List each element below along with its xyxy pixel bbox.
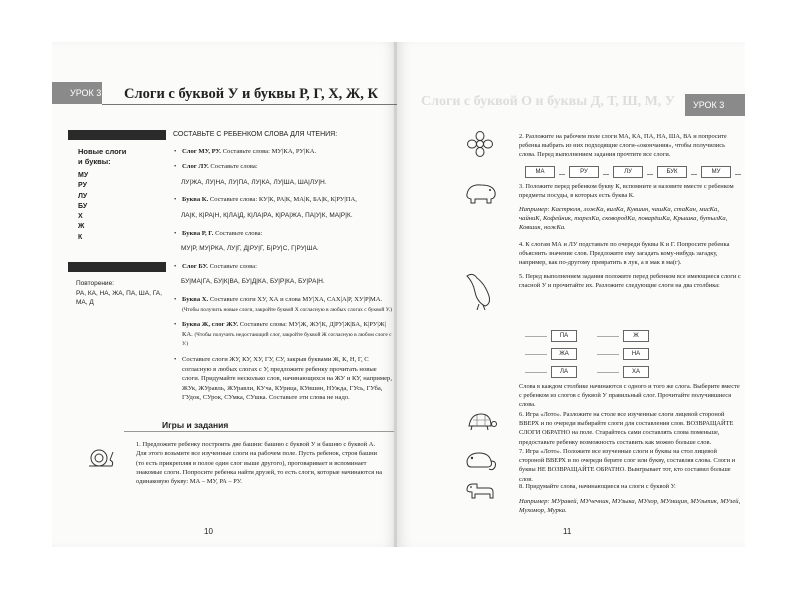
task-number: 2. [519, 133, 524, 140]
blank-line [525, 354, 547, 355]
task-3 [519, 182, 741, 232]
bird-icon [463, 270, 497, 310]
syllable-card: МА [525, 166, 555, 178]
task-text [519, 447, 741, 484]
syllable-card: ХА [623, 366, 649, 378]
item-lead: Слог ЛУ. [182, 163, 209, 171]
syllable-card: ЖА [551, 348, 577, 360]
task-number: 6. [519, 411, 524, 418]
example-line: МУ|Р, МУ|РКА, ЛУ|Г, Д|РУ|Г, Б|РУ|С, Г|РУ|ША. [181, 245, 319, 253]
task-number: 3. [519, 183, 524, 190]
list-item: К [78, 233, 83, 241]
task-text [519, 482, 741, 491]
task-8 [519, 482, 741, 515]
task-body: Придумайте слова, начинающиеся на слоги с буквой У. [525, 483, 676, 490]
task-5 [519, 272, 741, 290]
games-text: 1. Предложите ребенку построить две башни: башню с буквой У и башню с буквой А. Для этого возьмите все изученные слоги на рабочем поле. Пусть ребенок, строя башни (то есть прикрепляя в полое один слог выше другого), проговаривает и вспоминает знакомые слоги. Попросите ребенка найти друзей, то есть слоги, которые начинаются на одинаковую букву: МА – МУ, РА – РУ. [136, 441, 383, 486]
task-body: Положите перед ребенком букву К, вспомните и назовите вместе с ребенком предметы посуды, в которых есть буква К. [519, 183, 734, 200]
item-lead: Буква Ж, слог ЖУ. [182, 321, 239, 329]
syllable-card: Ж [623, 330, 649, 342]
example-line: БУ|МА|ГА, БУ|К|ВА, БУ|Д|КА, БУ|Р|КА, БУ|РА|Н. [181, 278, 325, 286]
example-line: ЛА|К, К|РА|Н, К|ЛА|Д, К|ЛА|РА, К|РА|ЖА, ПА|У|К, МА|Р|К. [181, 211, 353, 219]
sidebar-bar [68, 130, 166, 140]
sidebar-heading-line: Новые слоги [78, 147, 127, 156]
task-body: Игра «Лото». Положите все изученные слоги и буквы на стол лицевой стороной ВВЕРХ и по очереди берите слог или букву, составляя слова. Слоги и буквы НЕ ВОЗВРАЩАЙТЕ ОБРАТНО. Выигрывает тот, кто составил больше слов. [519, 448, 736, 483]
task-text [519, 410, 741, 447]
sidebar-new-list [78, 171, 88, 243]
task-number: 4. [519, 241, 524, 248]
list-item [173, 355, 395, 403]
list-item: МУ [78, 172, 89, 179]
task-body: К слогам МА и ЛУ подставьте по очереди буквы К и Г. Попросите ребенка объяснить значение слов. Предложите ему загадать кому-нибудь загадку, например, как по-другому превратить в лук, а в мак в ма(г). [519, 241, 730, 267]
syllable-card: МУ [701, 166, 731, 178]
list-item: РУ [78, 182, 87, 190]
item-text: Составьте слоги ХУ, ХА и слова МУ|ХА, САХ|А|Р, ХУ|Р|МА. [209, 295, 383, 303]
list-item [173, 320, 395, 349]
main-column [173, 130, 395, 409]
list-item: Ж [78, 223, 85, 231]
left-page [52, 42, 397, 547]
item-text: Составьте слова: [210, 163, 258, 171]
turtle-icon [463, 410, 497, 432]
chameleon-icon [463, 447, 497, 473]
sidebar-bar [68, 262, 166, 272]
blank-line [597, 372, 619, 373]
syllable-card: РУ [569, 166, 599, 178]
blank-line [559, 168, 565, 175]
blank-line [603, 168, 609, 175]
example-text: Например: МУравей, МУчечник, МУзыка, МУхор, МУмиция, МУльтик, МУзей, Мухомор, Мурка. [519, 498, 741, 515]
task-text [519, 240, 741, 268]
task-7 [519, 447, 741, 484]
lesson-tab: УРОК 3 [52, 82, 102, 104]
blank-line [525, 336, 547, 337]
list-item [173, 162, 395, 172]
item-lead: Слог БУ. [182, 262, 208, 270]
hippo-icon [463, 180, 499, 204]
item-note: (Чтобы получить недостающий слог, закройте буквой Ж согласную в любом слоге с У.) [182, 331, 392, 348]
task-number: 8. [519, 483, 524, 490]
open-book [52, 42, 747, 550]
blank-line [597, 336, 619, 337]
item-text: Составьте слова: МУ|КА, РУ|КА. [222, 147, 317, 155]
task-5-followup [519, 382, 741, 410]
syllable-card: ЛУ [613, 166, 643, 178]
title-divider [102, 104, 397, 105]
games-heading: Игры и задания [162, 420, 229, 430]
item-text: Составьте слова: КУ|К, РА|К, МА|К, БА|К, К|РУ|ПА, [209, 196, 357, 204]
syllable-card: НА [623, 348, 649, 360]
task-number: 5. [519, 273, 524, 280]
blank-line [647, 168, 653, 175]
section-heading: СОСТАВЬТЕ С РЕБЕНКОМ СЛОВА ДЛЯ ЧТЕНИЯ: [173, 131, 338, 138]
item-lead: Слог МУ, РУ. [182, 147, 221, 155]
list-item: Х [78, 213, 83, 221]
syllable-card: ЛА [551, 366, 577, 378]
task-text [519, 182, 741, 200]
games-divider [124, 431, 394, 432]
blank-line [735, 168, 741, 175]
list-item: ЛУ [78, 192, 88, 200]
syllable-card: ПА [551, 330, 577, 342]
list-item [173, 262, 395, 272]
task-body: Игра «Лото». Разложите на столе все изученные слоги лицевой стороной ВВЕРХ и по очереди выбирайте слоги для составления слов. ВОЗВРАЩАЙТЕ СЛОГИ ОБРАТНО на поле. Старайтесь сами составлять слова поменьше, предоставьте ребенку возможность составить как можно больше слов. [519, 411, 734, 446]
item-lead: Буква Х. [182, 295, 209, 303]
page-title: Слоги с буквой У и буквы Р, Г, Х, Ж, К [124, 86, 379, 102]
example-line: ЛУ|ЖА, ЛУ|НА, ЛУ|ПА, ЛУ|КА, ЛУ|ША, ША|ЛУ|Н. [181, 178, 327, 186]
page-number: 10 [204, 527, 213, 536]
example-text: Например: Кастрюля, ложКа, вилКа, Кувшин, чашКа, стаКан, мисКа, чайниК, Кофейник, тарелКа, сковородКа, поварёшКа, Крышка, бутылКа, Ковшик, ножКа. [519, 206, 728, 232]
sidebar-repeat-label: Повторение: [76, 280, 114, 287]
blank-line [691, 168, 697, 175]
list-item [173, 195, 395, 205]
list-item [173, 147, 395, 157]
item-text: Составьте слова: [215, 229, 263, 237]
item-text: Составьте слова: [209, 262, 257, 270]
task-6 [519, 410, 741, 447]
list-item [173, 229, 395, 239]
right-page [397, 42, 745, 547]
flower-icon [465, 130, 495, 158]
item-text: Составьте слоги ЖУ, КУ, ХУ, ГУ, СУ, закрыв буквами Ж, К, Н, Г, С согласную в любых слогах с У, предложите ребенку прочитать новые слоги. Придумайте несколько слов, начинающихся на ЖУ и КУ, например, ЖУк, ЖУравль, ЖУравли, КУча, КУрица, КУвшин, НУжда, ГУсь, ГУба, ГУдок, СУрок, СУмка, СУшка. Составьте эти слова не надо. [182, 355, 392, 402]
task-body: Перед выполнением задания положите перед ребенком все имеющиеся слоги с гласной У и прочитайте их. Разложите следующие слоги на два столбика: [519, 273, 741, 290]
blank-line [597, 354, 619, 355]
item-note: (Чтобы получить новые слоги, закройте буквой Х согласную в любых слогах с буквой У.) [182, 306, 392, 313]
blank-line [525, 372, 547, 373]
lesson-tab: УРОК 3 [685, 94, 745, 116]
item-lead: Буква Р, Г. [182, 229, 214, 237]
task-body: Разложите на рабочем поле слоги МА, КА, ПА, НА, ША, ВА и попросите ребенка выбрать из них подходящие слоги-«окончания», чтобы получились слова. Перед выполнением задания прочтите все слоги. [519, 133, 727, 159]
dog-icon [463, 480, 497, 502]
sidebar-heading-line: и буквы: [78, 157, 111, 166]
item-text: Составьте слова: МУ|Ж, ЖУ|К, Д|РУ|Ж|БА, К|РУ|Ж|КА. [182, 321, 386, 338]
page-number: 11 [563, 527, 572, 536]
task-4 [519, 240, 741, 268]
bleed-through-title: Слоги с буквой О и буквы Д, Т, Ш, М, У [421, 94, 676, 109]
syllable-card: БУК [657, 166, 687, 178]
sidebar-repeat-list: РА, КА, НА, ЖА, ПА, ША, ГА, МА, Д [76, 290, 162, 306]
item-lead: Буква К. [182, 196, 209, 204]
task-text [519, 132, 741, 160]
syllable-columns [525, 330, 735, 390]
sidebar-new-heading [78, 147, 126, 167]
task-2 [519, 132, 741, 178]
task-text [519, 272, 741, 290]
list-item [173, 295, 395, 314]
task-body: Слова в каждом столбике начинаются с одного и того же слога. Выберите вместе с ребенком из слогов с буквой У правильный слог. Прочитайте получившиеся слова. [519, 383, 740, 409]
syllable-row [525, 166, 741, 178]
list-item: БУ [78, 202, 88, 210]
snail-icon [86, 444, 116, 470]
task-number: 7. [519, 448, 524, 455]
